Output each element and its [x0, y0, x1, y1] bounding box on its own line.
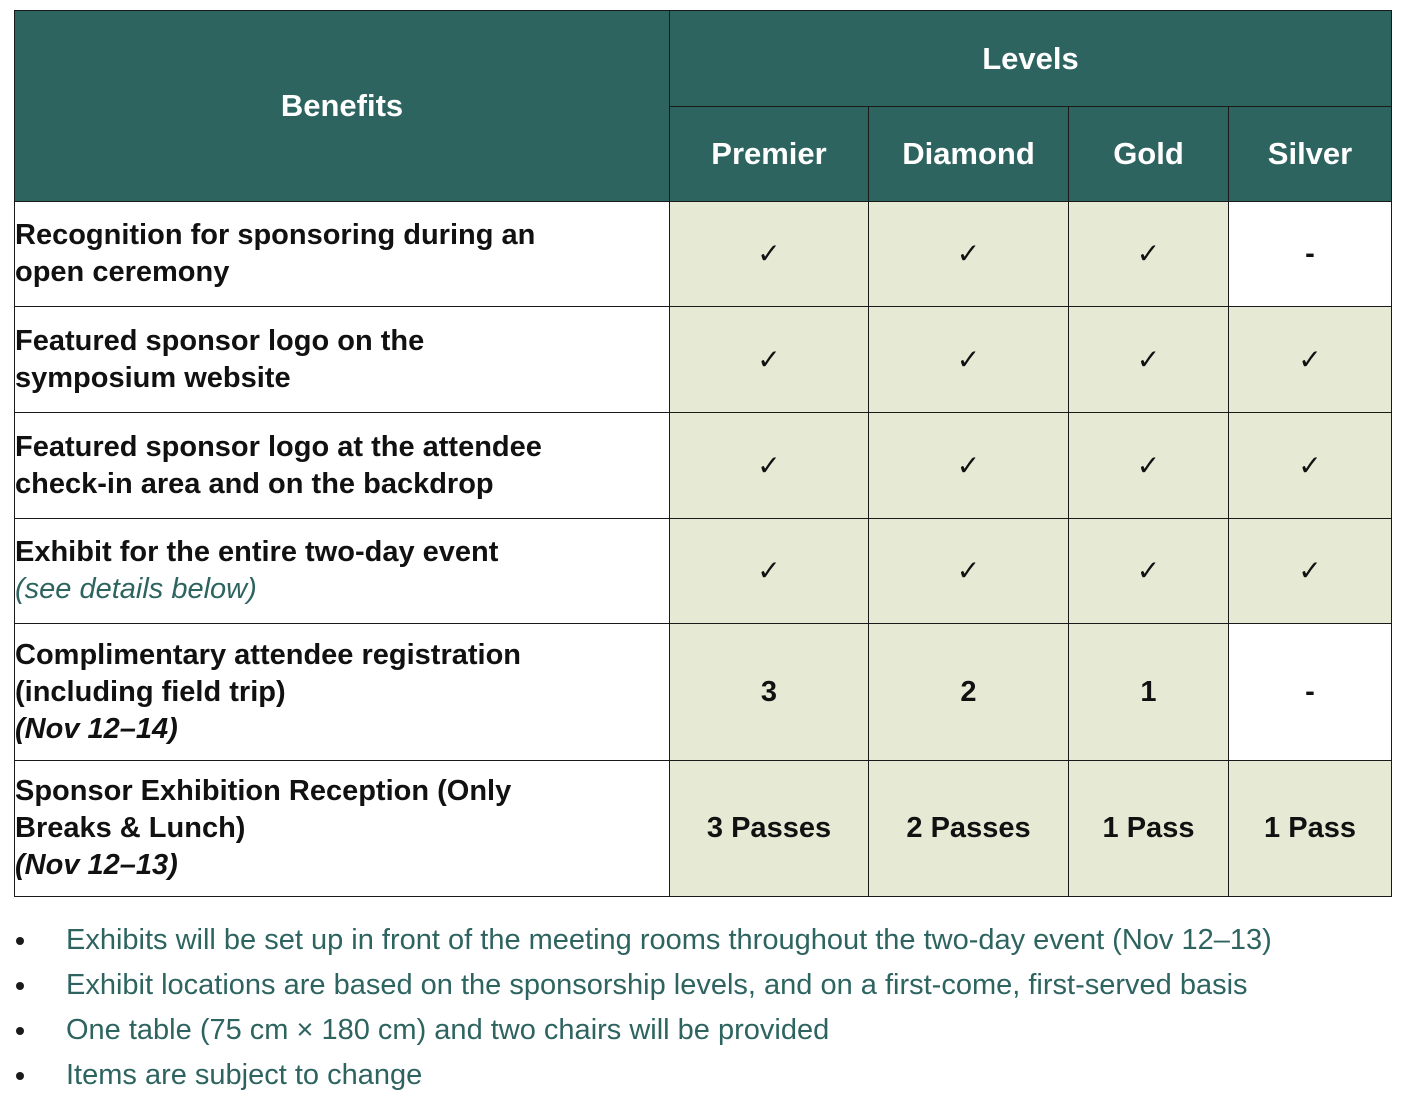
check-icon: ✓ [1298, 554, 1322, 587]
value-cell-diamond [869, 202, 1069, 307]
benefit-row [15, 413, 1392, 519]
check-icon: ✓ [956, 448, 981, 482]
value-cell-silver [1229, 519, 1392, 624]
level-header-diamond: Diamond [869, 107, 1069, 202]
benefit-note: (see details below) [15, 573, 257, 605]
value-cell-gold [1069, 413, 1229, 519]
value-cell-diamond [869, 761, 1069, 897]
check-icon: ✓ [757, 554, 781, 587]
sponsorship-benefits-table [14, 10, 1392, 897]
value-text: 1 Pass [1264, 812, 1356, 844]
value-text: 2 Passes [906, 812, 1031, 844]
value-text: 3 Passes [706, 812, 832, 844]
check-icon: ✓ [757, 448, 781, 482]
benefit-date: (Nov 12–14) [15, 712, 178, 745]
benefits-header: Benefits [15, 11, 670, 202]
level-header-silver: Silver [1229, 107, 1392, 202]
benefit-row [15, 761, 1392, 897]
value-cell-diamond [869, 413, 1069, 519]
bullet-icon [16, 982, 24, 990]
value-text: 1 [1140, 675, 1157, 708]
bullet-icon [16, 1027, 24, 1035]
note-text: Exhibits will be set up in front of the meeting rooms throughout the two-day event (Nov 12–13) [66, 924, 1272, 956]
note-item [0, 918, 1408, 963]
check-icon: ✓ [1136, 448, 1161, 482]
benefit-label [15, 519, 670, 624]
value-text: 2 [960, 675, 977, 708]
check-icon: ✓ [1136, 342, 1161, 376]
benefit-label [15, 624, 670, 761]
value-cell-diamond [869, 307, 1069, 413]
note-item [0, 963, 1408, 1008]
value-cell-premier [670, 519, 869, 624]
benefit-label [15, 413, 670, 519]
note-item [0, 1008, 1408, 1053]
note-item [0, 1053, 1408, 1098]
benefit-row [15, 519, 1392, 624]
benefit-row [15, 202, 1392, 307]
value-cell-silver [1229, 761, 1392, 897]
check-icon: ✓ [1136, 237, 1161, 270]
benefit-label-line: Breaks & Lunch) [15, 812, 246, 844]
benefit-label-line: Featured sponsor logo at the attendee [15, 430, 542, 463]
benefit-row [15, 307, 1392, 413]
check-icon: ✓ [757, 342, 781, 376]
benefit-label-line: Featured sponsor logo on the [15, 324, 425, 357]
value-text: 3 [760, 675, 778, 708]
value-text: - [1305, 675, 1315, 708]
value-cell-diamond [869, 519, 1069, 624]
value-cell-gold [1069, 519, 1229, 624]
value-cell-premier [670, 624, 869, 761]
check-icon: ✓ [956, 237, 981, 270]
check-icon: ✓ [956, 554, 981, 587]
benefit-label [15, 202, 670, 307]
benefit-label-line: Complimentary attendee registration [15, 638, 521, 671]
benefit-label [15, 761, 670, 897]
benefit-label [15, 307, 670, 413]
benefit-label-line: Exhibit for the entire two-day event [15, 536, 499, 568]
level-header-premier: Premier [670, 107, 869, 202]
benefit-label-line: check-in area and on the backdrop [15, 467, 494, 500]
check-icon: ✓ [757, 237, 781, 270]
bullet-icon [16, 1072, 24, 1080]
value-cell-silver [1229, 624, 1392, 761]
check-icon: ✓ [1298, 448, 1322, 482]
check-icon: ✓ [1136, 554, 1161, 587]
value-cell-diamond [869, 624, 1069, 761]
benefit-label-line: symposium website [15, 361, 291, 394]
value-cell-gold [1069, 307, 1229, 413]
note-text: One table (75 cm × 180 cm) and two chairs will be provided [66, 1014, 830, 1046]
levels-header: Levels [670, 11, 1392, 107]
benefit-label-line: Recognition for sponsoring during an [15, 219, 536, 251]
benefit-label-line: open ceremony [15, 256, 230, 288]
value-cell-silver [1229, 202, 1392, 307]
value-cell-gold [1069, 761, 1229, 897]
value-cell-premier [670, 307, 869, 413]
value-cell-gold [1069, 202, 1229, 307]
value-text: 1 Pass [1102, 812, 1195, 844]
note-text: Exhibit locations are based on the sponsorship levels, and on a first-come, first-served basis [66, 969, 1248, 1001]
note-text: Items are subject to change [66, 1059, 423, 1091]
bullet-icon [16, 937, 24, 945]
benefit-date: (Nov 12–13) [15, 849, 178, 881]
level-header-gold: Gold [1069, 107, 1229, 202]
value-cell-gold [1069, 624, 1229, 761]
value-cell-premier [670, 761, 869, 897]
benefit-label-line: (including field trip) [15, 675, 286, 708]
check-icon: ✓ [1298, 342, 1322, 376]
check-icon: ✓ [956, 342, 981, 376]
value-cell-premier [670, 202, 869, 307]
value-cell-premier [670, 413, 869, 519]
benefit-label-line: Sponsor Exhibition Reception (Only [15, 775, 512, 807]
benefit-row [15, 624, 1392, 761]
value-cell-silver [1229, 413, 1392, 519]
value-cell-silver [1229, 307, 1392, 413]
value-text: - [1305, 237, 1315, 270]
exhibit-notes-list [0, 918, 1408, 1098]
